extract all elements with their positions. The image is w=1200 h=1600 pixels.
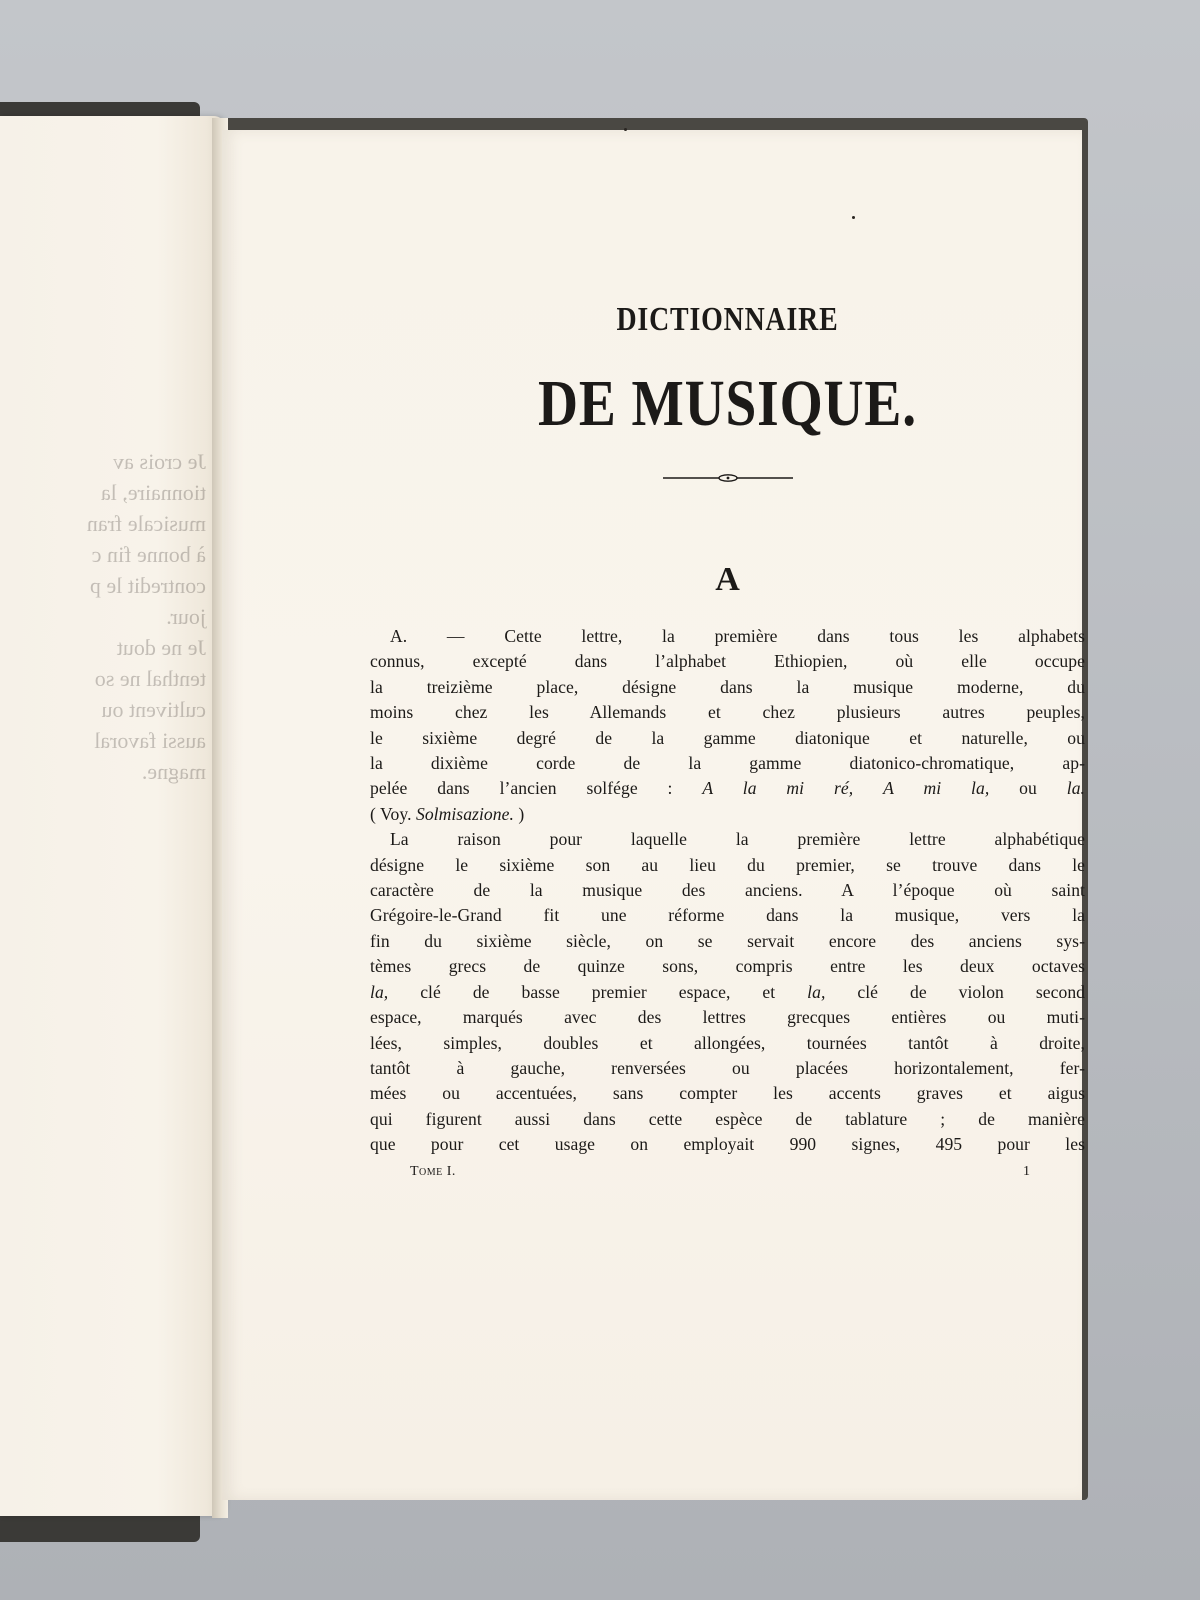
text-line: la dixième corde de la gamme diatonico-chromatique, ap- [370, 753, 1085, 774]
mirror-line: aussi favoral [94, 728, 206, 753]
mirror-line: jour. [166, 604, 206, 629]
text-line: le sixième degré de la gamme diatonique et naturelle, ou [370, 727, 1085, 748]
text-line: qui figurent aussi dans cette espèce de tablature ; de manière [370, 1108, 1085, 1129]
text-line: que pour cet usage on employait 990 signes, 495 pour les [370, 1134, 1085, 1155]
mirror-line: cultivent ou [101, 697, 206, 722]
title-line-2: DE MUSIQUE. [538, 367, 917, 440]
text-fragment: pelée dans l’ancien solfége : [370, 778, 673, 799]
italic-term: la, [370, 981, 389, 1002]
page-footer [370, 1164, 1085, 1180]
text-fragment: clé de basse premier espace, et [420, 981, 776, 1002]
text-line: A. — Cette lettre, la première dans tous les alphabets [390, 626, 1085, 646]
paragraph-2 [370, 827, 1085, 1157]
italic-term: la. [1066, 778, 1085, 799]
italic-term: A mi la, [883, 778, 990, 799]
left-page [0, 116, 224, 1516]
mirror-line: à bonne fin c [91, 542, 206, 567]
text-line: désigne le sixième son au lieu du premier, se trouve dans le [370, 854, 1085, 875]
mirror-line: tenthal ne so [94, 666, 206, 691]
text-fragment: ( Voy. [370, 803, 412, 824]
mirror-line: magne. [141, 759, 206, 784]
text-fragment: clé de violon second [857, 981, 1086, 1002]
text-fragment: ) [518, 803, 525, 824]
text-line: caractère de la musique des anciens. A l’époque où saint [370, 880, 1085, 901]
ink-speck [852, 216, 855, 219]
mirror-line: tionnaire, la [100, 480, 206, 505]
volume-label: Tome I. [410, 1163, 456, 1179]
text-line: Grégoire-le-Grand fit une réforme dans la musique, vers la [370, 905, 1085, 926]
text-line [370, 980, 1085, 1005]
page-content [370, 300, 1085, 1180]
text-line [370, 802, 1085, 827]
italic-term: la, [807, 981, 826, 1002]
text-line: mées ou accentuées, sans compter les accents graves et aigus [370, 1083, 1085, 1104]
text-line: lées, simples, doubles et allongées, tournées tantôt à droite, [370, 1032, 1085, 1053]
main-page [222, 130, 1086, 1500]
title-line-1: DICTIONNAIRE [616, 301, 839, 338]
text-fragment: ou [1019, 778, 1037, 799]
text-line: espace, marqués avec des lettres grecques entières ou muti- [370, 1007, 1085, 1028]
left-page-mirrored-text [6, 446, 206, 787]
page-number: 1 [1023, 1163, 1030, 1179]
mirror-line: musicale fran [86, 511, 206, 536]
paragraph-1 [370, 624, 1085, 827]
text-line: tèmes grecs de quinze sons, compris entre les deux octaves [370, 956, 1085, 977]
italic-term: A la mi ré, [702, 778, 854, 799]
text-line: connus, excepté dans l’alphabet Ethiopien, où elle occupe [370, 651, 1085, 672]
ornament-rule-icon [663, 472, 793, 484]
text-line: la treizième place, désigne dans la musique moderne, du [370, 676, 1085, 697]
mirror-line: Je ne dout [116, 635, 206, 660]
text-line: moins chez les Allemands et chez plusieurs autres peuples, [370, 702, 1085, 723]
text-line: fin du sixième siècle, on se servait encore des anciens sys- [370, 930, 1085, 951]
text-line: tantôt à gauche, renversées ou placées horizontalement, fer- [370, 1057, 1085, 1078]
text-line: La raison pour laquelle la première lettre alphabétique [390, 829, 1085, 850]
body-text [370, 624, 1085, 1158]
mirror-line: contredit le p [89, 573, 206, 598]
mirror-line: Je crois av [113, 449, 206, 474]
text-line [370, 776, 1085, 801]
section-letter: A [715, 561, 740, 598]
italic-term: Solmisazione. [415, 803, 514, 824]
ink-speck [624, 128, 627, 131]
